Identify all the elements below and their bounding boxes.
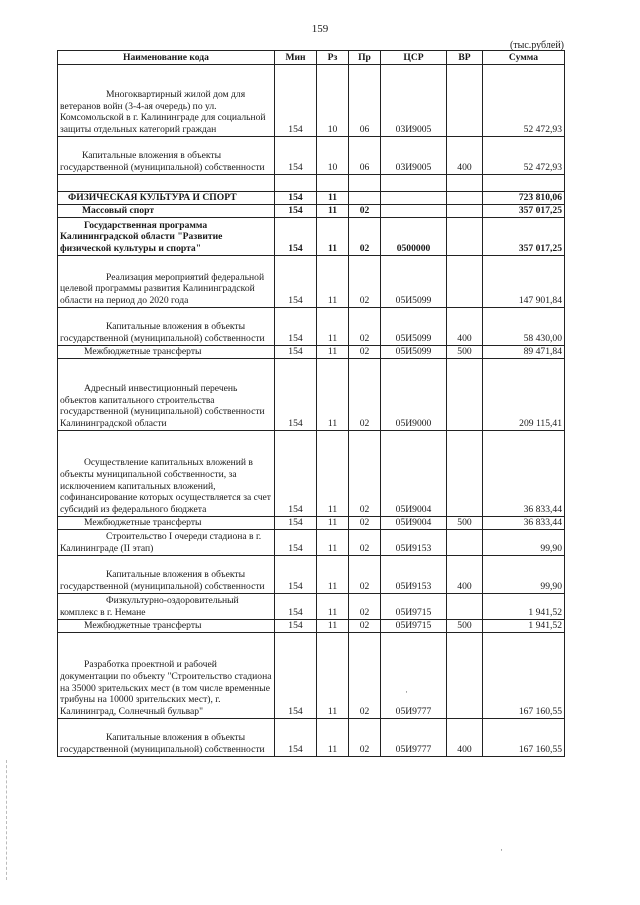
- row-pr-cell: 02: [349, 205, 381, 218]
- row-name-cell: [58, 594, 275, 620]
- row-name: Капитальные вложения в объекты государственной (муниципальной) собственности: [60, 569, 265, 593]
- row-sum-cell: 52 472,93: [483, 137, 565, 175]
- row-sum-cell: 723 810,06: [483, 192, 565, 205]
- row-name-cell: [58, 218, 275, 256]
- table-row: [58, 594, 565, 620]
- row-sum-cell: [483, 175, 565, 192]
- row-sum-cell: 167 160,55: [483, 633, 565, 719]
- row-vr-cell: [447, 218, 483, 256]
- row-csr-cell: 03И9005: [381, 65, 447, 137]
- row-sum-cell: 89 471,84: [483, 346, 565, 359]
- row-name-cell: [58, 205, 275, 218]
- table-row: [58, 137, 565, 175]
- row-name-cell: [58, 620, 275, 633]
- row-rz-cell: 11: [317, 633, 349, 719]
- row-rz-cell: 11: [317, 594, 349, 620]
- row-name-cell: [58, 530, 275, 556]
- row-csr-cell: 05И9715: [381, 594, 447, 620]
- row-csr-cell: 05И9000: [381, 359, 447, 431]
- row-pr-cell: 02: [349, 517, 381, 530]
- row-pr-cell: [349, 192, 381, 205]
- row-pr-cell: 02: [349, 308, 381, 346]
- row-vr-cell: [447, 256, 483, 308]
- row-name: Массовый спорт: [82, 205, 155, 217]
- row-min-cell: 154: [275, 359, 317, 431]
- table-row: [58, 719, 565, 757]
- row-name: Межбюджетные трансферты: [84, 346, 202, 358]
- row-rz-cell: [317, 175, 349, 192]
- row-sum-cell: 1 941,52: [483, 594, 565, 620]
- row-name: Строительство I очереди стадиона в г. Калининграде (II этап): [60, 531, 262, 555]
- row-csr-cell: 05И5099: [381, 256, 447, 308]
- row-name: Реализация мероприятий федеральной целевой программы развития Калининградской области на период до 2020 года: [60, 271, 265, 307]
- table-row: [58, 175, 565, 192]
- col-header-sum: Сумма: [483, 51, 565, 65]
- row-csr-cell: 05И9777: [381, 719, 447, 757]
- row-min-cell: 154: [275, 719, 317, 757]
- row-name: Разработка проектной и рабочей документации по объекту "Строительство стадиона на 35000 зрительских мест (в том числе временные трибуны на 10000 зрительских мест), г. Калининград, Солнечный бульвар": [60, 659, 272, 718]
- row-rz-cell: 11: [317, 719, 349, 757]
- row-vr-cell: 500: [447, 620, 483, 633]
- row-pr-cell: 02: [349, 530, 381, 556]
- row-name: Адресный инвестиционный перечень объектов капитального строительства государственной (муниципальной) собственности Калининградской области: [60, 382, 265, 430]
- table-row: [58, 346, 565, 359]
- row-vr-cell: [447, 359, 483, 431]
- row-pr-cell: 02: [349, 633, 381, 719]
- scan-dot: ·: [405, 687, 408, 697]
- row-sum-cell: 52 472,93: [483, 65, 565, 137]
- row-min-cell: 154: [275, 205, 317, 218]
- row-min-cell: 154: [275, 517, 317, 530]
- row-sum-cell: 99,90: [483, 530, 565, 556]
- row-min-cell: 154: [275, 346, 317, 359]
- row-vr-cell: [447, 65, 483, 137]
- table-row: [58, 256, 565, 308]
- row-name-cell: [58, 346, 275, 359]
- row-pr-cell: 02: [349, 256, 381, 308]
- row-csr-cell: 05И9153: [381, 530, 447, 556]
- row-pr-cell: 02: [349, 719, 381, 757]
- table-row: [58, 633, 565, 719]
- row-min-cell: 154: [275, 620, 317, 633]
- row-name-cell: [58, 719, 275, 757]
- row-pr-cell: 02: [349, 594, 381, 620]
- table-row: [58, 556, 565, 594]
- row-pr-cell: 06: [349, 65, 381, 137]
- row-rz-cell: 11: [317, 256, 349, 308]
- row-vr-cell: [447, 431, 483, 517]
- table-row: [58, 205, 565, 218]
- row-rz-cell: 11: [317, 530, 349, 556]
- row-sum-cell: 1 941,52: [483, 620, 565, 633]
- row-csr-cell: 05И5099: [381, 346, 447, 359]
- row-pr-cell: 06: [349, 137, 381, 175]
- row-vr-cell: [447, 192, 483, 205]
- row-rz-cell: 10: [317, 65, 349, 137]
- row-vr-cell: 400: [447, 556, 483, 594]
- row-csr-cell: 05И9777: [381, 633, 447, 719]
- row-min-cell: 154: [275, 218, 317, 256]
- row-name-cell: [58, 359, 275, 431]
- row-vr-cell: 400: [447, 137, 483, 175]
- row-rz-cell: 11: [317, 359, 349, 431]
- col-header-pr: Пр: [349, 51, 381, 65]
- table-row: [58, 65, 565, 137]
- row-csr-cell: 05И9715: [381, 620, 447, 633]
- row-rz-cell: 11: [317, 556, 349, 594]
- row-sum-cell: 167 160,55: [483, 719, 565, 757]
- col-header-csr: ЦСР: [381, 51, 447, 65]
- row-min-cell: 154: [275, 256, 317, 308]
- row-vr-cell: [447, 633, 483, 719]
- row-vr-cell: 400: [447, 719, 483, 757]
- row-rz-cell: 11: [317, 517, 349, 530]
- row-min-cell: 154: [275, 65, 317, 137]
- row-vr-cell: [447, 594, 483, 620]
- row-csr-cell: [381, 205, 447, 218]
- table-row: [58, 517, 565, 530]
- row-name: Капитальные вложения в объекты государственной (муниципальной) собственности: [60, 732, 265, 756]
- row-pr-cell: 02: [349, 218, 381, 256]
- row-name: Межбюджетные трансферты: [84, 517, 202, 529]
- table-header-row: [58, 51, 565, 65]
- row-name-cell: [58, 65, 275, 137]
- row-min-cell: [275, 175, 317, 192]
- row-csr-cell: 05И5099: [381, 308, 447, 346]
- row-min-cell: 154: [275, 431, 317, 517]
- row-sum-cell: 209 115,41: [483, 359, 565, 431]
- row-vr-cell: 500: [447, 517, 483, 530]
- budget-table: [57, 50, 565, 757]
- table-row: [58, 308, 565, 346]
- row-sum-cell: 36 833,44: [483, 517, 565, 530]
- row-pr-cell: 02: [349, 346, 381, 359]
- row-pr-cell: 02: [349, 556, 381, 594]
- table-row: [58, 620, 565, 633]
- row-min-cell: 154: [275, 530, 317, 556]
- row-name: Межбюджетные трансферты: [84, 620, 202, 632]
- row-sum-cell: 99,90: [483, 556, 565, 594]
- row-min-cell: 154: [275, 308, 317, 346]
- row-csr-cell: 03И9005: [381, 137, 447, 175]
- row-name: ФИЗИЧЕСКАЯ КУЛЬТУРА И СПОРТ: [68, 192, 237, 204]
- row-min-cell: 154: [275, 633, 317, 719]
- row-min-cell: 154: [275, 192, 317, 205]
- row-rz-cell: 10: [317, 137, 349, 175]
- row-name-cell: [58, 308, 275, 346]
- row-pr-cell: [349, 175, 381, 192]
- row-csr-cell: 0500000: [381, 218, 447, 256]
- row-name: Физкультурно-оздоровительный комплекс в г. Немане: [60, 595, 239, 619]
- row-rz-cell: 11: [317, 620, 349, 633]
- row-rz-cell: 11: [317, 192, 349, 205]
- col-header-name: Наименование кода: [58, 51, 275, 65]
- row-csr-cell: [381, 192, 447, 205]
- row-vr-cell: [447, 175, 483, 192]
- row-min-cell: 154: [275, 137, 317, 175]
- row-vr-cell: 400: [447, 308, 483, 346]
- row-sum-cell: 357 017,25: [483, 205, 565, 218]
- row-pr-cell: 02: [349, 359, 381, 431]
- row-name-cell: [58, 175, 275, 192]
- row-rz-cell: 11: [317, 346, 349, 359]
- row-name-cell: [58, 517, 275, 530]
- col-header-rz: Рз: [317, 51, 349, 65]
- scan-margin-line: [6, 760, 8, 880]
- row-csr-cell: 05И9004: [381, 517, 447, 530]
- row-sum-cell: 357 017,25: [483, 218, 565, 256]
- row-name: Государственная программа Калининградской области "Развитие физической культуры и спорта": [60, 219, 223, 255]
- row-name-cell: [58, 137, 275, 175]
- row-sum-cell: 36 833,44: [483, 431, 565, 517]
- table-row: [58, 530, 565, 556]
- row-csr-cell: 05И9004: [381, 431, 447, 517]
- row-name-cell: [58, 256, 275, 308]
- table-row: [58, 218, 565, 256]
- row-name-cell: [58, 192, 275, 205]
- row-name: Осуществление капитальных вложений в объекты муниципальной собственности, за исключением капитальных вложений, софинансирование которых осуществляется за счет субсидий из федерального бюджета: [60, 457, 271, 516]
- row-csr-cell: [381, 175, 447, 192]
- row-name: Капитальные вложения в объекты государственной (муниципальной) собственности: [60, 321, 265, 345]
- row-rz-cell: 11: [317, 205, 349, 218]
- row-sum-cell: 58 430,00: [483, 308, 565, 346]
- row-name: Многоквартирный жилой дом для ветеранов войн (3-4-ая очередь) по ул. Комсомольской в г. Калининграде для социальной защиты отдельных категорий граждан: [60, 88, 266, 136]
- col-header-vr: ВР: [447, 51, 483, 65]
- scan-dot: ·: [500, 845, 503, 855]
- row-name-cell: [58, 633, 275, 719]
- col-header-min: Мин: [275, 51, 317, 65]
- row-name: Капитальные вложения в объекты государственной (муниципальной) собственности: [60, 150, 265, 174]
- row-rz-cell: 11: [317, 308, 349, 346]
- row-name-cell: [58, 556, 275, 594]
- row-min-cell: 154: [275, 594, 317, 620]
- row-min-cell: 154: [275, 556, 317, 594]
- row-vr-cell: 500: [447, 346, 483, 359]
- table-row: [58, 359, 565, 431]
- row-pr-cell: 02: [349, 620, 381, 633]
- row-pr-cell: 02: [349, 431, 381, 517]
- row-name-cell: [58, 431, 275, 517]
- row-vr-cell: [447, 530, 483, 556]
- row-rz-cell: 11: [317, 431, 349, 517]
- units-note: (тыс.рублей): [509, 40, 564, 51]
- row-vr-cell: [447, 205, 483, 218]
- table-row: [58, 431, 565, 517]
- page-number: 159: [311, 23, 329, 35]
- row-rz-cell: 11: [317, 218, 349, 256]
- row-sum-cell: 147 901,84: [483, 256, 565, 308]
- table-row: [58, 192, 565, 205]
- row-csr-cell: 05И9153: [381, 556, 447, 594]
